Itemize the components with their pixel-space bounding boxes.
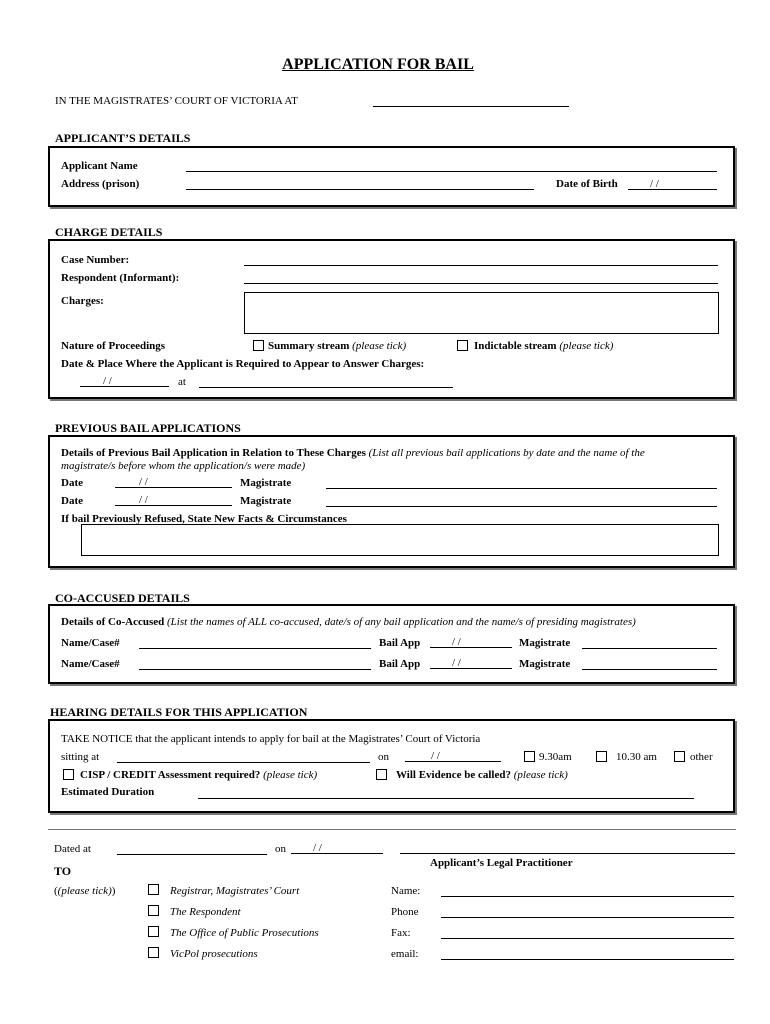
practitioner-fax-label: Fax:: [391, 927, 411, 939]
refused-facts-textbox[interactable]: [81, 524, 719, 556]
recipient-registrar-checkbox[interactable]: [148, 884, 159, 895]
recipient-respondent-checkbox[interactable]: [148, 905, 159, 916]
previous-date-label-2: Date: [61, 495, 83, 507]
cisp-checkbox[interactable]: [63, 769, 74, 780]
please-tick-note: (please tick): [513, 769, 568, 781]
cisp-label: CISP / CREDIT Assessment required? (please tick): [80, 769, 318, 781]
practitioner-email-line: [441, 959, 734, 960]
recipient-opp-label: The Office of Public Prosecutions: [170, 927, 319, 939]
practitioner-name-line: [441, 896, 734, 897]
charge-details-heading: CHARGE DETAILS: [55, 225, 163, 239]
practitioner-fax-line: [441, 938, 734, 939]
hearing-heading: HEARING DETAILS FOR THIS APPLICATION: [50, 705, 308, 719]
footer-divider: [48, 829, 736, 830]
previous-magistrate-line-2: [326, 506, 717, 507]
previous-details-note: (List all previous bail applications by date and the name of the: [368, 447, 645, 459]
summary-stream-label: Summary stream (please tick): [268, 340, 407, 352]
evidence-checkbox[interactable]: [376, 769, 387, 780]
estimated-duration-line: [198, 798, 694, 799]
previous-bail-heading: PREVIOUS BAIL APPLICATIONS: [55, 421, 241, 435]
coaccused-magistrate-label-2: Magistrate: [519, 658, 571, 670]
previous-date-field-1[interactable]: / /: [115, 476, 232, 488]
time-930-checkbox[interactable]: [524, 751, 535, 762]
dob-label: Date of Birth: [556, 178, 618, 190]
practitioner-phone-label: Phone: [391, 906, 419, 918]
dated-on-label: on: [275, 843, 286, 855]
coaccused-magistrate-label-1: Magistrate: [519, 637, 571, 649]
recipient-vicpol-checkbox[interactable]: [148, 947, 159, 958]
signature-line[interactable]: [400, 853, 735, 854]
time-930-label: 9.30am: [539, 751, 572, 763]
please-tick-label: ((please tick)): [54, 885, 116, 897]
coaccused-heading: CO-ACCUSED DETAILS: [55, 591, 190, 605]
coaccused-bail-app-label-1: Bail App: [379, 637, 421, 649]
sitting-at-line: [117, 762, 370, 763]
hearing-date-field[interactable]: / /: [405, 750, 501, 762]
appear-at-label: at: [178, 376, 186, 388]
charges-label: Charges:: [61, 295, 104, 307]
evidence-label: Will Evidence be called? (please tick): [396, 769, 568, 781]
address-line: [186, 189, 534, 190]
coaccused-name-label-1: Name/Case#: [61, 637, 120, 649]
applicant-name-line: [186, 171, 717, 172]
practitioner-name-label: Name:: [391, 885, 421, 897]
coaccused-name-line-2: [139, 669, 371, 670]
time-other-label: other: [690, 751, 713, 763]
indictable-stream-checkbox[interactable]: [457, 340, 468, 351]
sitting-at-label: sitting at: [61, 751, 100, 763]
appear-date-field[interactable]: / /: [80, 375, 169, 387]
legal-practitioner-heading: Applicant’s Legal Practitioner: [430, 857, 573, 869]
previous-details-label: Details of Previous Bail Application in Relation to These Charges (List all previous bail applications by date and the name of the: [61, 447, 645, 459]
coaccused-name-line-1: [139, 648, 371, 649]
applicant-name-label: Applicant Name: [61, 160, 138, 172]
respondent-line: [244, 283, 718, 284]
practitioner-phone-line: [441, 917, 734, 918]
coaccused-name-label-2: Name/Case#: [61, 658, 120, 670]
summary-stream-checkbox[interactable]: [253, 340, 264, 351]
court-line-label: IN THE MAGISTRATES’ COURT OF VICTORIA AT: [55, 95, 298, 107]
dated-at-line: [117, 854, 267, 855]
previous-magistrate-line-1: [326, 488, 717, 489]
form-title: APPLICATION FOR BAIL: [282, 56, 474, 73]
to-label: TO: [54, 864, 72, 878]
coaccused-details-label: Details of Co-Accused (List the names of ALL co-accused, date/s of any bail application and the name/s of presiding magistrates): [61, 616, 636, 628]
date-place-label: Date & Place Where the Applicant is Required to Appear to Answer Charges:: [61, 358, 425, 370]
hearing-on-label: on: [378, 751, 389, 763]
coaccused-magistrate-line-2: [582, 669, 717, 670]
practitioner-email-label: email:: [391, 948, 419, 960]
coaccused-bail-app-label-2: Bail App: [379, 658, 421, 670]
court-location-line: [373, 106, 569, 107]
recipient-vicpol-label: VicPol prosecutions: [170, 948, 258, 960]
previous-magistrate-label-2: Magistrate: [240, 495, 292, 507]
case-number-label: Case Number:: [61, 254, 130, 266]
please-tick-text: (please tick): [57, 885, 112, 897]
recipient-registrar-label: Registrar, Magistrates’ Court: [170, 885, 300, 897]
applicant-details-heading: APPLICANT’S DETAILS: [55, 131, 191, 145]
previous-details-note-2: magistrate/s before whom the application/s were made): [61, 460, 306, 472]
previous-magistrate-label-1: Magistrate: [240, 477, 292, 489]
time-1030-label: 10.30 am: [616, 751, 657, 763]
coaccused-details-note: (List the names of ALL co-accused, date/s of any bail application and the name/s of presiding magistrates): [167, 616, 636, 628]
coaccused-bail-app-field-2[interactable]: / /: [430, 657, 512, 669]
please-tick-note: (please tick): [263, 769, 318, 781]
dob-field[interactable]: / /: [628, 178, 717, 190]
time-1030-checkbox[interactable]: [596, 751, 607, 762]
previous-date-field-2[interactable]: / /: [115, 494, 232, 506]
time-other-checkbox[interactable]: [674, 751, 685, 762]
recipient-respondent-label: The Respondent: [170, 906, 241, 918]
please-tick-note: (please tick): [352, 340, 407, 352]
appear-place-line: [199, 387, 453, 388]
nature-of-proceedings-label: Nature of Proceedings: [61, 340, 166, 352]
previous-date-label-1: Date: [61, 477, 83, 489]
charges-textbox[interactable]: [244, 292, 719, 334]
address-label: Address (prison): [61, 178, 140, 190]
dated-at-label: Dated at: [54, 843, 91, 855]
please-tick-note: (please tick): [559, 340, 614, 352]
indictable-stream-label: Indictable stream (please tick): [474, 340, 614, 352]
refused-facts-label: If bail Previously Refused, State New Facts & Circumstances: [61, 513, 347, 525]
case-number-line: [244, 265, 718, 266]
dated-on-field[interactable]: / /: [291, 842, 383, 854]
coaccused-magistrate-line-1: [582, 648, 717, 649]
respondent-label: Respondent (Informant):: [61, 272, 180, 284]
estimated-duration-label: Estimated Duration: [61, 786, 155, 798]
hearing-notice-text: TAKE NOTICE that the applicant intends to apply for bail at the Magistrates’ Court of Victoria: [61, 733, 481, 745]
recipient-opp-checkbox[interactable]: [148, 926, 159, 937]
coaccused-bail-app-field-1[interactable]: / /: [430, 636, 512, 648]
